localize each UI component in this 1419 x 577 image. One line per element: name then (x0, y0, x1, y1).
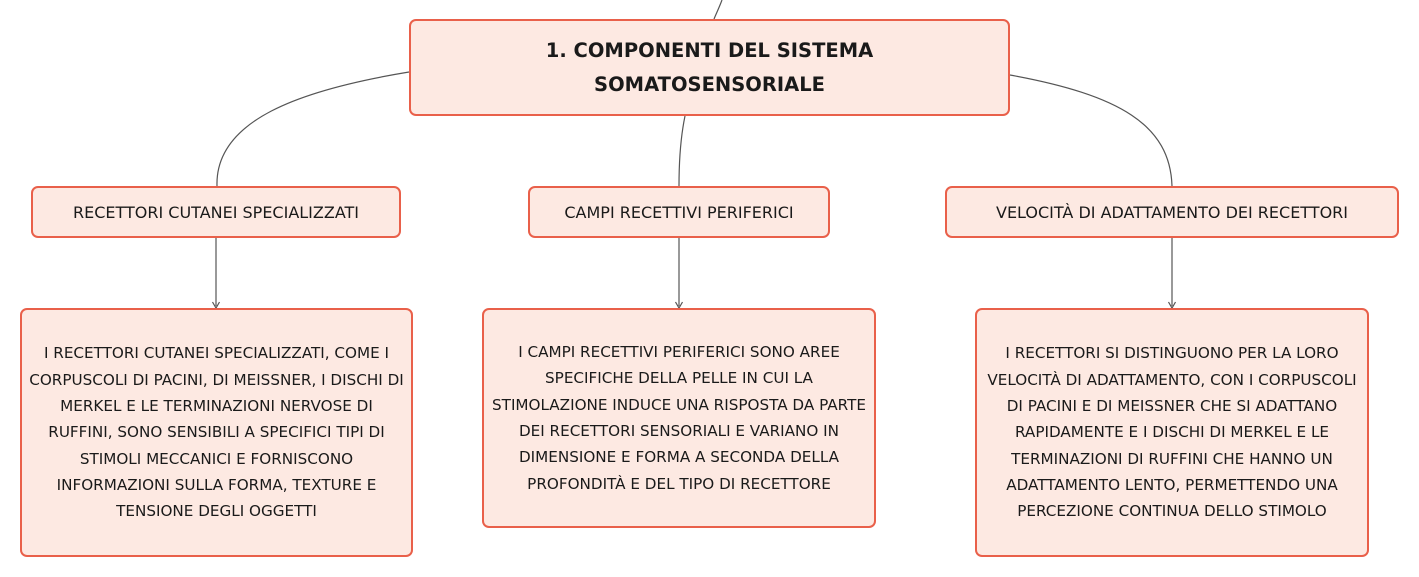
description-text: I RECETTORI SI DISTINGUONO PER LA LORO VELOCITÀ DI ADATTAMENTO, CON I CORPUSCOLI DI PACINI E DI MEISSNER CHE SI ADATTANO RAPIDAMENTE E I DISCHI DI MERKEL E LE TERMINAZIONI DI RUFFINI CHE HANNO UN ADATTAMENTO LENTO, PERMETTENDO UNA PERCEZIONE CONTINUA DELLO STIMOLO (987, 344, 1357, 521)
root-topic-title: 1. COMPONENTI DEL SISTEMA SOMATOSENSORIALE (545, 38, 874, 96)
branch-label: VELOCITÀ DI ADATTAMENTO DEI RECETTORI (996, 202, 1348, 222)
description-text: I CAMPI RECETTIVI PERIFERICI SONO AREE SPECIFICHE DELLA PELLE IN CUI LA STIMOLAZIONE INDUCE UNA RISPOSTA DA PARTE DEI RECETTORI SENSORIALI E VARIANO IN DIMENSIONE E FORMA A SECONDA DELLA PROFONDITÀ E DEL TIPO DI RECETTORE (492, 343, 866, 493)
description-node-velocita[interactable] (975, 308, 1369, 557)
branch-label: CAMPI RECETTIVI PERIFERICI (564, 202, 794, 222)
description-node-campi[interactable] (482, 308, 876, 528)
connector-root-branch-3 (1010, 75, 1172, 186)
root-topic[interactable] (409, 19, 1010, 116)
branch-node-campi[interactable] (528, 186, 830, 238)
description-text: I RECETTORI CUTANEI SPECIALIZZATI, COME I CORPUSCOLI DI PACINI, DI MEISSNER, I DISCHI DI MERKEL E LE TERMINAZIONI NERVOSE DI RUFFINI, SONO SENSIBILI A SPECIFICI TIPI DI STIMOLI MECCANICI E FORNISCONO INFORMAZIONI SULLA FORMA, TEXTURE E TENSIONE DEGLI OGGETTI (29, 344, 404, 521)
branch-label: RECETTORI CUTANEI SPECIALIZZATI (72, 202, 360, 222)
branch-node-velocita[interactable] (945, 186, 1399, 238)
branch-node-recettori[interactable] (31, 186, 401, 238)
description-node-recettori[interactable] (20, 308, 413, 557)
connector-root-branch-1 (217, 72, 409, 186)
connector-parent (714, 0, 722, 19)
connector-root-branch-2 (679, 116, 685, 186)
